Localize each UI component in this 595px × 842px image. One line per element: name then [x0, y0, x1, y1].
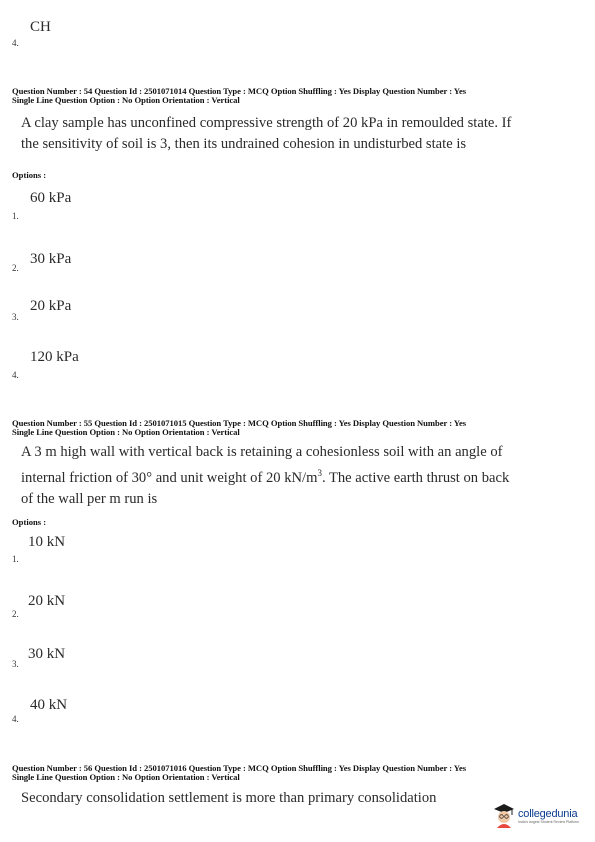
q54-option-3-number: 3. [12, 312, 19, 322]
q55-options-label: Options : [12, 517, 47, 527]
q56-text-line-1: Secondary consolidation settlement is more than primary consolidation [21, 790, 437, 806]
prev-option-4-number: 4. [12, 38, 19, 48]
q55-text-line-3: of the wall per m run is [21, 490, 158, 507]
q55-option-1-number: 1. [12, 554, 19, 564]
q55-option-3-number: 3. [12, 659, 19, 669]
logo-tagline: India's largest Student Review Platform [518, 820, 579, 824]
q55-option-3-text: 30 kN [28, 646, 66, 662]
logo-wordmark: collegedunia [518, 808, 578, 820]
q54-option-1-number: 1. [12, 211, 19, 221]
q55-option-4-number: 4. [12, 714, 19, 724]
q55-text-line-2-sup: 3 [317, 468, 322, 478]
q55-text-line-2 [21, 463, 581, 489]
q54-option-3-text: 20 kPa [30, 298, 72, 314]
q54-meta-line-2: Single Line Question Option : No Option Orientation : Vertical [12, 95, 240, 105]
q55-meta-line-2: Single Line Question Option : No Option Orientation : Vertical [12, 427, 240, 437]
q54-question-text [21, 113, 581, 155]
q55-text-line-2-b: . The active earth thrust on back [321, 469, 510, 486]
q56-meta-line-2: Single Line Question Option : No Option Orientation : Vertical [12, 772, 240, 782]
q56-meta-line-1: Question Number : 56 Question Id : 2501071016 Question Type : MCQ Option Shuffling : Yes Display Question Number : Yes [12, 763, 467, 773]
q55-option-1-text: 10 kN [28, 534, 66, 550]
q55-meta-line-1: Question Number : 55 Question Id : 2501071015 Question Type : MCQ Option Shuffling : Yes Display Question Number : Yes [12, 418, 467, 428]
q54-option-4-text: 120 kPa [30, 349, 79, 365]
q54-option-4-number: 4. [12, 370, 19, 380]
prev-option-4-text: CH [30, 19, 51, 35]
collegedunia-logo [492, 803, 579, 829]
q55-option-2-number: 2. [12, 609, 19, 619]
q54-meta-line-1: Question Number : 54 Question Id : 2501071014 Question Type : MCQ Option Shuffling : Yes Display Question Number : Yes [12, 86, 467, 96]
q55-option-2-text: 20 kN [28, 593, 66, 609]
q54-option-2-number: 2. [12, 263, 19, 273]
q55-option-4-text: 40 kN [30, 697, 68, 713]
q54-text-line-2: the sensitivity of soil is 3, then its undrained cohesion in undisturbed state is [21, 136, 467, 152]
q54-text-line-1: A clay sample has unconfined compressive strength of 20 kPa in remoulded state. If [21, 115, 512, 131]
q54-option-2-text: 30 kPa [30, 251, 72, 267]
q54-options-label: Options : [12, 170, 47, 180]
q55-text-line-2-a: internal friction of 30° and unit weight of 20 kN/m [21, 469, 318, 486]
graduate-mascot-icon [492, 803, 516, 829]
q54-option-1-text: 60 kPa [30, 190, 72, 206]
q55-text-line-1: A 3 m high wall with vertical back is retaining a cohesionless soil with an angle of [21, 444, 503, 460]
q55-question-text [21, 442, 581, 510]
